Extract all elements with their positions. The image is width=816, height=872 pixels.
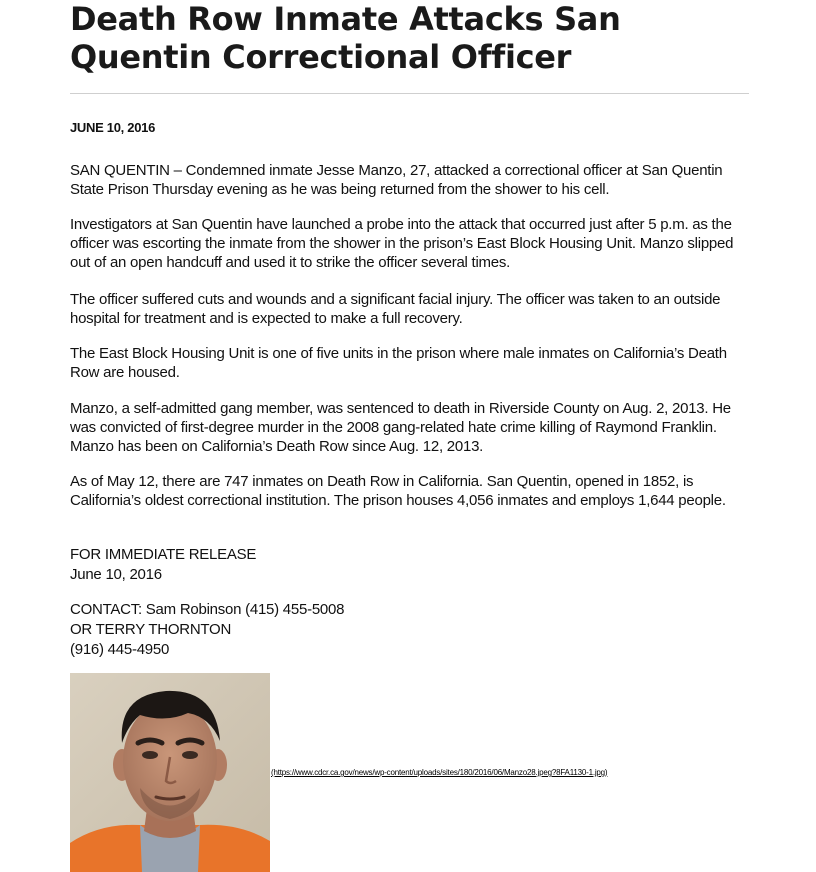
paragraph-investigation: Investigators at San Quentin have launched a probe into the attack that occurred just after 5 p.m. as the officer was escorting the inmate from the shower in the prison’s East Block Housing Unit. Manzo slipped out of an open handcuff and used it to strike the officer several times.	[70, 216, 734, 271]
paragraph-injury: The officer suffered cuts and wounds and a significant facial injury. The officer was taken to an outside hospital for treatment and is expected to make a full recovery.	[70, 291, 721, 327]
paragraph-statistics: As of May 12, there are 747 inmates on Death Row in California. San Quentin, opened in 1852, is California’s oldest correctional institution. The prison houses 4,056 inmates and employs 1,644 people.	[70, 473, 726, 509]
paragraph-sentence: Manzo, a self-admitted gang member, was sentenced to death in Riverside County on Aug. 2, 2013. He was convicted of first-degree murder in the 2008 gang-related hate crime killing of Raymond Franklin. Manzo has been on California’s Death Row since Aug. 12, 2013.	[70, 400, 731, 455]
article-title: Death Row Inmate Attacks San Quentin Correctional Officer	[70, 0, 621, 76]
inmate-photo	[70, 673, 270, 872]
title-divider	[70, 93, 749, 94]
release-block	[70, 545, 256, 585]
release-date: June 10, 2016	[70, 566, 162, 583]
paragraph-lead: SAN QUENTIN – Condemned inmate Jesse Manzo, 27, attacked a correctional officer at San Quentin State Prison Thursday evening as he was being returned from the shower to his cell.	[70, 162, 723, 198]
contact-primary: CONTACT: Sam Robinson (415) 455-5008	[70, 601, 345, 618]
contact-block	[70, 600, 344, 660]
release-label: FOR IMMEDIATE RELEASE	[70, 546, 257, 563]
publish-date: JUNE 10, 2016	[70, 120, 155, 135]
paragraph-east-block: The East Block Housing Unit is one of five units in the prison where male inmates on California’s Death Row are housed.	[70, 345, 727, 381]
contact-secondary: OR TERRY THORNTON	[70, 621, 232, 638]
photo-source-link[interactable]: (https://www.cdcr.ca.gov/news/wp-content/uploads/sites/180/2016/06/Manzo28.jpeg?8FA1130-1.jpg)	[271, 768, 608, 777]
contact-phone: (916) 445-4950	[70, 641, 170, 658]
